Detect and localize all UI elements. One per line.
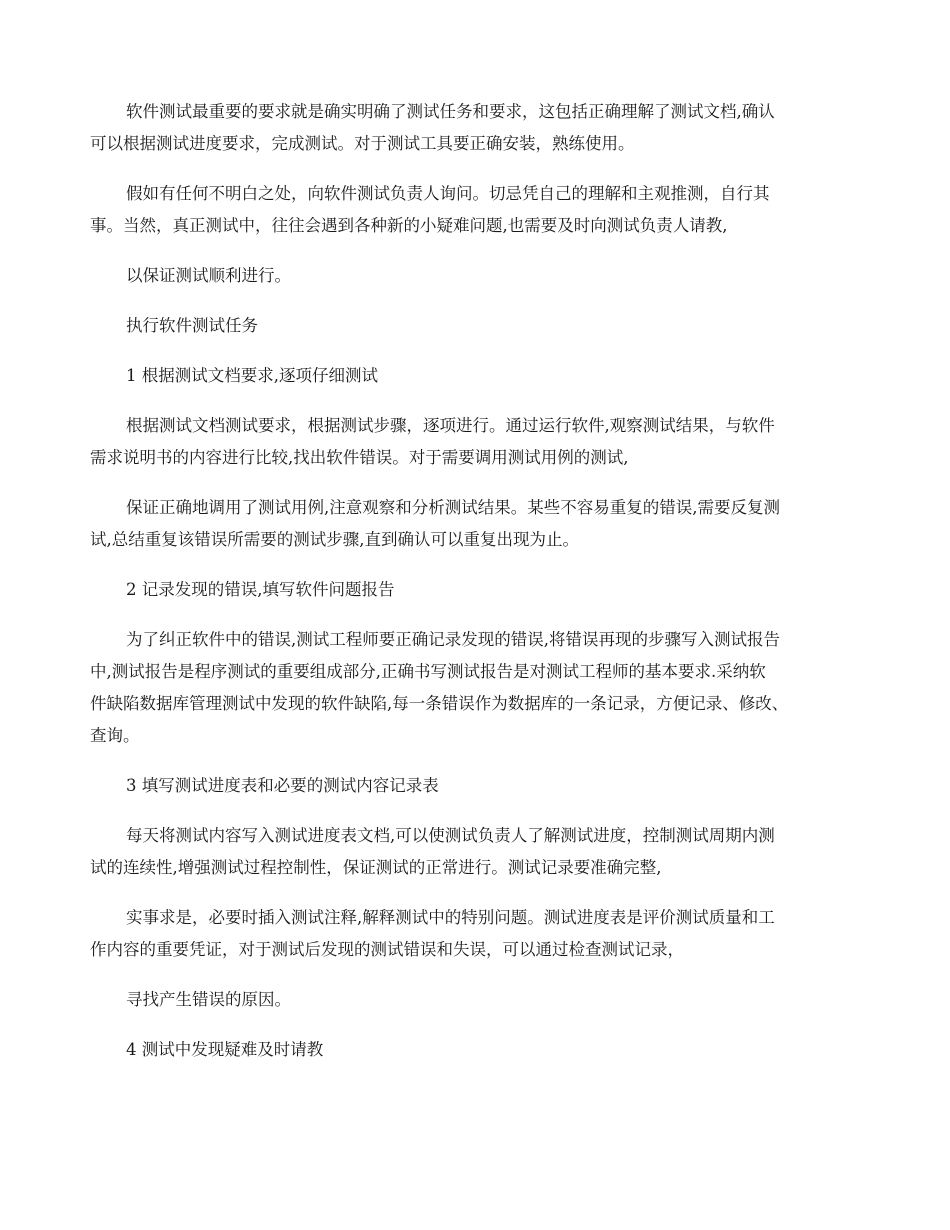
paragraph-line: 寻找产生错误的原因。 — [126, 990, 291, 1009]
paragraph-line: 保证正确地调用了测试用例,注意观察和分析测试结果。某些不容易重复的错误,需要反复测 — [126, 498, 780, 517]
paragraph-line: 试的连续性,增强测试过程控制性，保证测试的正常进行。测试记录要准确完整, — [90, 858, 662, 877]
paragraph-line: 假如有任何不明白之处，向软件测试负责人询问。切忌凭自己的理解和主观推测，自行其 — [126, 184, 770, 203]
paragraph — [90, 574, 870, 606]
paragraph-line: 4 测试中发现疑难及时请教 — [126, 1040, 324, 1059]
paragraph — [90, 820, 870, 884]
paragraph-line: 2 记录发现的错误,填写软件问题报告 — [126, 580, 395, 599]
paragraph-line: 以保证测试顺利进行。 — [126, 266, 291, 285]
paragraph-line: 中,测试报告是程序测试的重要组成部分,正确书写测试报告是对测试工程师的基本要求.采纳软 — [90, 662, 766, 681]
paragraph-line: 3 填写测试进度表和必要的测试内容记录表 — [126, 776, 439, 795]
document-page — [90, 96, 870, 1084]
paragraph-line: 1 根据测试文档要求,逐项仔细测试 — [126, 366, 378, 385]
paragraph-line: 根据测试文档测试要求，根据测试步骤，逐项进行。通过运行软件,观察测试结果，与软件 — [126, 416, 775, 435]
paragraph — [90, 260, 870, 292]
paragraph — [90, 624, 870, 752]
paragraph-line: 事。当然，真正测试中，往往会遇到各种新的小疑难问题,也需要及时向测试负责人请教, — [90, 216, 728, 235]
paragraph — [90, 492, 870, 556]
paragraph-line: 可以根据测试进度要求，完成测试。对于测试工具要正确安装，熟练使用。 — [90, 134, 635, 153]
paragraph — [90, 178, 870, 242]
paragraph — [90, 360, 870, 392]
paragraph-line: 实事求是，必要时插入测试注释,解释测试中的特别问题。测试进度表是评价测试质量和工 — [126, 908, 775, 927]
paragraph — [90, 1034, 870, 1066]
paragraph — [90, 902, 870, 966]
paragraph-line: 件缺陷数据库管理测试中发现的软件缺陷,每一条错误作为数据库的一条记录，方便记录、修改、 — [90, 694, 789, 713]
paragraph — [90, 310, 870, 342]
paragraph-line: 试,总结重复该错误所需要的测试步骤,直到确认可以重复出现为止。 — [90, 530, 579, 549]
paragraph-line: 需求说明书的内容进行比较,找出软件错误。对于需要调用测试用例的测试, — [90, 448, 629, 467]
paragraph-line: 作内容的重要凭证，对于测试后发现的测试错误和失误，可以通过检查测试记录， — [90, 940, 684, 959]
paragraph — [90, 770, 870, 802]
paragraph — [90, 410, 870, 474]
paragraph-line: 每天将测试内容写入测试进度表文档,可以使测试负责人了解测试进度，控制测试周期内测 — [126, 826, 775, 845]
paragraph-line: 执行软件测试任务 — [126, 316, 258, 335]
paragraph — [90, 96, 870, 160]
paragraph-line: 查询。 — [90, 726, 140, 745]
paragraph-line: 软件测试最重要的要求就是确实明确了测试任务和要求，这包括正确理解了测试文档,确认 — [126, 102, 775, 121]
paragraph — [90, 984, 870, 1016]
paragraph-line: 为了纠正软件中的错误,测试工程师要正确记录发现的错误,将错误再现的步骤写入测试报告 — [126, 630, 780, 649]
